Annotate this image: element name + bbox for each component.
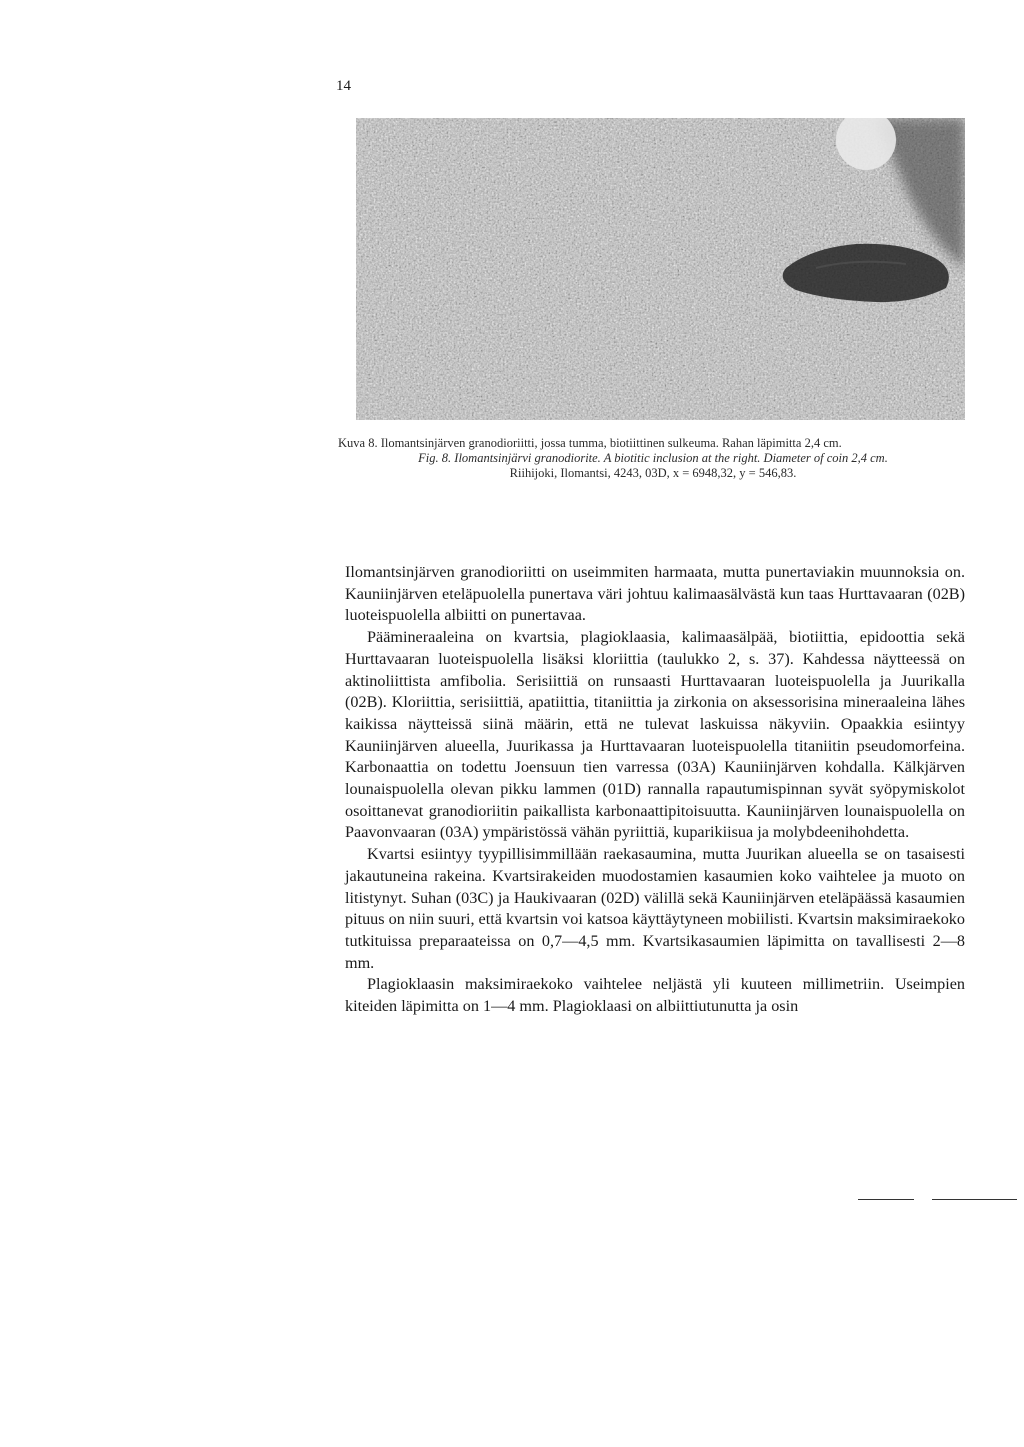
granodiorite-photo <box>356 118 965 420</box>
paragraph: Plagioklaasin maksimiraekoko vaihtelee neljästä yli kuuteen millimetriin. Useimpien kiteiden läpimitta on 1—4 mm. Plagioklaasi on albiittiutunutta ja osin <box>345 975 965 1016</box>
paragraph: Päämineraaleina on kvartsia, plagioklaasia, kalimaasälpää, biotiittia, epidoottia sekä Hurttavaaran luoteispuolella lisäksi kloriittia (taulukko 2, s. 37). Kahdessa näytteessä on aktinoliittista amfibolia. Serisiittiä on runsaasti Hurttavaaran luoteispuolella ja Juurikalla (02B). Kloriittia, serisiittiä, apatiittia, titaniittia ja zirkonia on aksessorisina mineraaleina lähes kaikissa näytteissä siinä määrin, että ne tulevat laskuissa näkyviin. Opaakkia esiintyy Kauniinjärven alueella, Juurikassa ja Hurttavaaran luoteispuolella titaniitin pseudomorfeina. Karbonaattia on todettu Joensuun tien varressa (03A) Kauniinjärven kohdalla. Kälkjärven lounaispuolella olevan pikku lammen (01D) rannalla rapautumispinnan syvät syöpymiskolot osoittanevat granodioriitin paikallista karbonaattipitoisuutta. Kauniinjärven lounaispuolella on Paavonvaaran (03A) ympäristössä vähän pyriittiä, kuparikiisua ja molybdeenihohdetta. <box>345 628 965 842</box>
paragraph: Ilomantsinjärven granodioriitti on useimmiten harmaata, mutta punertaviakin muunnoksia on. Kauniinjärven eteläpuolella punertava väri johtuu kalimaasälvästä kun taas Hurttavaaran (02B) luoteispuolella albiitti on punertavaa. <box>345 563 965 625</box>
divider <box>858 1199 914 1200</box>
divider <box>932 1199 1017 1200</box>
page-number: 14 <box>336 78 351 94</box>
body-text <box>345 562 965 1018</box>
figure-caption <box>338 436 968 481</box>
caption-english: Fig. 8. Ilomantsinjärvi granodiorite. A biotitic inclusion at the right. Diameter of coin 2,4 cm. <box>418 451 888 465</box>
caption-finnish: Kuva 8. Ilomantsinjärven granodioriitti, jossa tumma, biotiittinen sulkeuma. Rahan läpimitta 2,4 cm. <box>338 436 842 450</box>
paragraph: Kvartsi esiintyy tyypillisimmillään raekasaumina, mutta Juurikan alueella se on tasaisesti jakautuneina rakeina. Kvartsirakeiden muodostamien kasaumien koko vaihtelee ja muoto on litistynyt. Suhan (03C) ja Haukivaaran (02D) välillä sekä Kauniinjärven eteläpäässä kasaumien pituus on niin suuri, että kvartsin voi katsoa käyttäytyneen mobiilisti. Kvartsin maksimiraekoko tutkituissa preparaateissa on 0,7—4,5 mm. Kvartsikasaumien läpimitta on tavallisesti 2—8 mm. <box>345 845 965 972</box>
caption-location: Riihijoki, Ilomantsi, 4243, 03D, x = 6948,32, y = 546,83. <box>509 466 797 480</box>
